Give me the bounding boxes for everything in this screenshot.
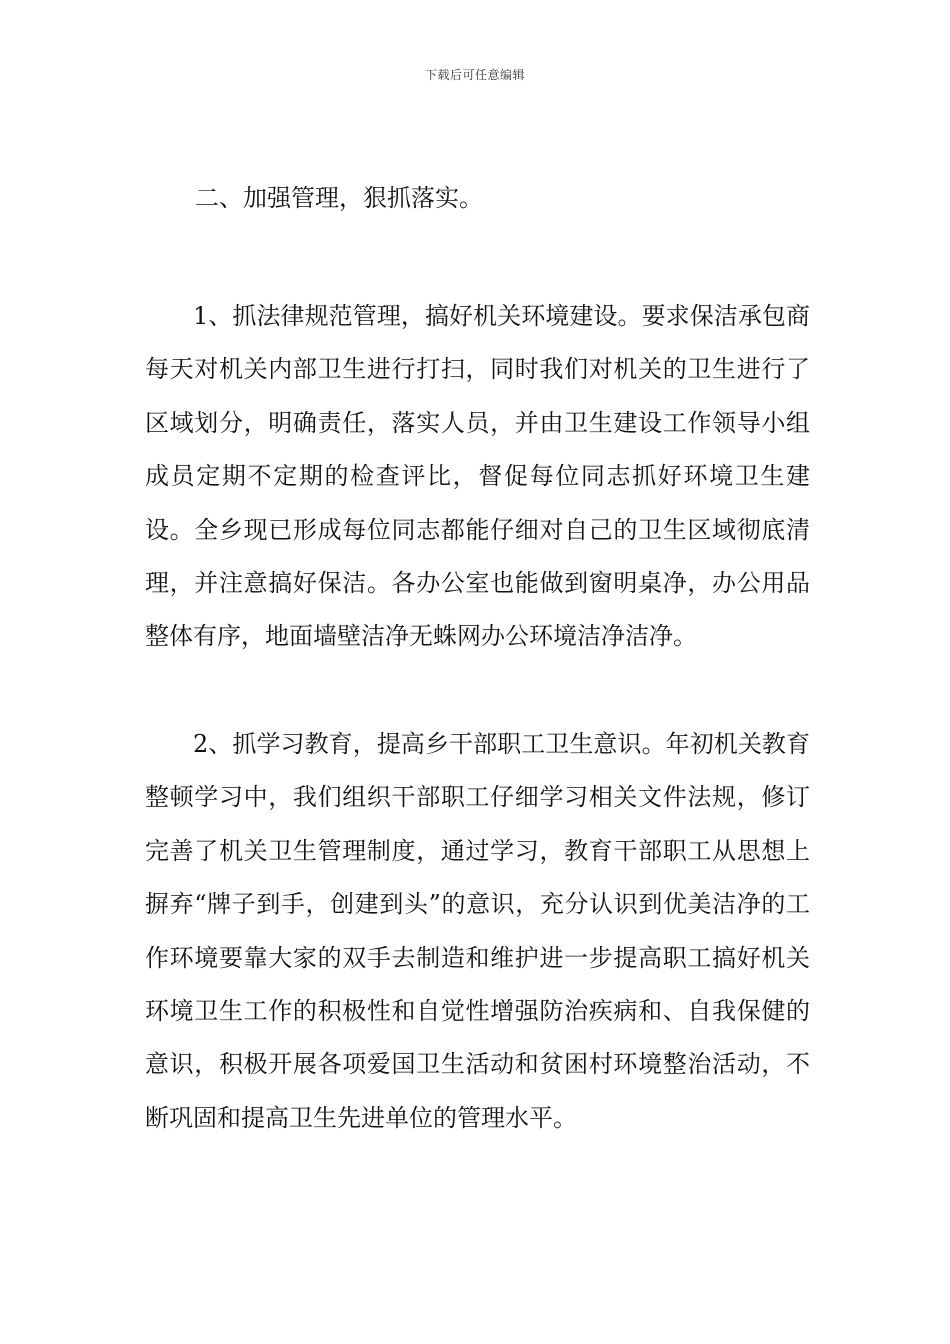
paragraph-2: 2、抓学习教育，提高乡干部职工卫生意识。年初机关教育整顿学习中，我们组织干部职工仔细学习相关文件法规，修订完善了机关卫生管理制度，通过学习，教育干部职工从思想上摒弃“牌子到手，创建到头”的意识，充分认识到优美洁净的工作环境要靠大家的双手去制造和维护进一步提高职工搞好机关环境卫生工作的积极性和自觉性增强防治疾病和、自我保健的意识，积极开展各项爱国卫生活动和贫困村环境整治活动，不断巩固和提高卫生先进单位的管理水平。 bbox=[145, 730, 810, 1132]
page-header-note: 下载后可任意编辑 bbox=[424, 68, 525, 82]
paragraph-1: 1、抓法律规范管理，搞好机关环境建设。要求保洁承包商每天对机关内部卫生进行打扫，同时我们对机关的卫生进行了区域划分，明确责任，落实人员，并由卫生建设工作领导小组成员定期不定期的检查评比，督促每位同志抓好环境卫生建设。全乡现已形成每位同志都能仔细对自己的卫生区域彻底清理，并注意搞好保洁。各办公室也能做到窗明桌净，办公用品整体有序，地面墙壁洁净无蛛网办公环境洁净洁净。 bbox=[145, 302, 810, 651]
section-heading: 二、加强管理，狠抓落实。 bbox=[195, 184, 483, 212]
